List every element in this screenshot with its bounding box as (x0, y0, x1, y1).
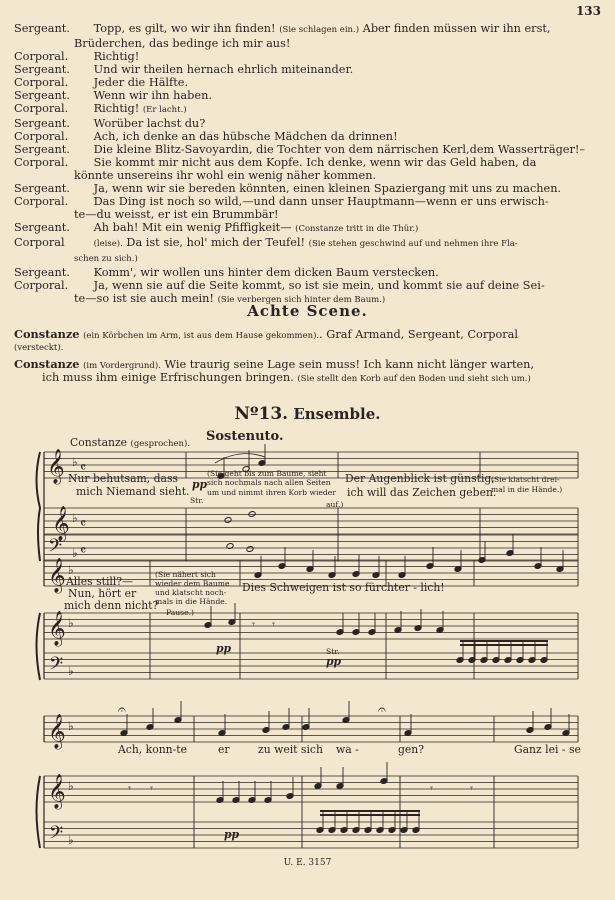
lyric: wa - (336, 743, 359, 756)
speaker: Corporal. (14, 195, 69, 208)
key-flat: ♭ (68, 719, 74, 733)
note (246, 546, 254, 553)
number-no: Nº13. (234, 404, 289, 424)
speaker: Corporal (14, 236, 65, 249)
speaker: Sergeant. (14, 143, 70, 156)
speaker: Sergeant. (14, 63, 70, 76)
line-text: Jeder die Hälfte. (93, 76, 189, 89)
treble-clef: 𝄞 (47, 449, 65, 484)
line-text: Ach, ich denke an das hübsche Mädchen da drinnen! (93, 130, 398, 143)
speaker: Sergeant. (14, 266, 70, 279)
treble-clef: 𝄞 (52, 506, 70, 541)
spoken-text: ich will das Zeichen geben. (347, 486, 497, 499)
line-text: Ah bah! Mit ein wenig Pfiffigkeit— (93, 221, 292, 234)
line-text: könnte unsereins ihr wohl ein wenig näher kommen. (74, 169, 377, 182)
line-text: Ja, wenn wir sie bereden könnten, einen kleinen Spaziergang mit uns zu machen. (93, 182, 562, 195)
stage-direction: mals in die Hände. (155, 597, 228, 606)
line-text: Die kleine Blitz-Savoyardin, die Tochter von dem närrischen Kerl,dem Wasserträger!– (93, 143, 586, 156)
instrument-label: Str. (190, 496, 204, 505)
stage-direction: schen zu sich.) (74, 254, 138, 264)
stage-direction: wieder dem Baume (155, 579, 230, 588)
line-text: Sie kommt mir nicht aus dem Kopfe. Ich denke, wenn wir das Geld haben, da (93, 156, 537, 169)
time-signature: 𝄴 (80, 460, 87, 476)
speaker: Sergeant. (14, 117, 70, 130)
treble-clef: 𝄞 (48, 611, 66, 646)
line-text: Topp, es gilt, wo wir ihn finden! (93, 22, 276, 35)
rest: 𝄾 (470, 782, 473, 795)
speaker: Sergeant. (14, 22, 70, 35)
rest: 𝄾 (252, 618, 255, 631)
line-text: Richtig! (93, 102, 140, 115)
instrument-label: Str. (326, 647, 340, 656)
speaker: Sergeant. (14, 182, 70, 195)
rest: 𝄾 (150, 782, 153, 795)
key-flat: ♭ (68, 779, 74, 793)
page-number: 133 (575, 4, 601, 18)
spoken-text: Der Augenblick ist günstig, (345, 472, 495, 485)
number-name: Ensemble. (293, 405, 381, 423)
treble-clef: 𝄞 (48, 714, 66, 749)
lyric: Ach, konn-te (118, 743, 187, 756)
stage-direction: (Sie geht bis zum Baume, sieht (207, 469, 327, 478)
line-text: Aber finden müssen wir ihn erst, (362, 22, 551, 35)
line-text: te—so ist sie auch mein! (74, 292, 214, 305)
system-brace (37, 776, 41, 848)
line-text: Ja, wenn sie auf die Seite kommt, so ist sie mein, und kommt sie auf deine Sei- (93, 279, 545, 292)
lyric: er (218, 743, 230, 756)
fermata: 𝄐 (118, 702, 126, 718)
system-brace (37, 613, 41, 680)
spoken-text: Nur behutsam, dass (68, 472, 179, 485)
line-text: Richtig! (93, 50, 140, 63)
speaker: Sergeant. (14, 221, 70, 234)
rest: 𝄾 (272, 618, 275, 631)
singer-label: Constanze (gesprochen). (70, 436, 191, 449)
speaker: Constanze (14, 357, 80, 371)
speaker: Corporal. (14, 156, 69, 169)
stage-direction: mal in die Hände.) (491, 485, 563, 494)
lyric: Ganz lei - se (514, 743, 581, 756)
time-signature: 𝄴 (80, 516, 87, 532)
speaker: Corporal. (14, 279, 69, 292)
stage-direction: (Sie verbergen sich hinter dem Baum.) (217, 295, 386, 305)
speaker: Corporal. (14, 130, 69, 143)
tempo-marking: Sostenuto. (206, 429, 284, 444)
treble-clef: 𝄞 (48, 558, 66, 593)
spoken-text: Alles still?— (66, 575, 133, 588)
stage-direction: (ein Körbchen im Arm, ist aus dem Hause gekommen). (83, 331, 320, 341)
treble-clef: 𝄞 (48, 774, 66, 809)
stage-direction: (Sie klatscht drei- (491, 475, 560, 484)
rest: 𝄾 (128, 782, 131, 795)
lyric: Dies Schweigen ist so fürchter - lich! (242, 581, 445, 594)
fermata: 𝄐 (378, 702, 386, 718)
time-signature: 𝄴 (80, 543, 87, 559)
dynamic-mark: pp (216, 642, 232, 655)
bass-clef: 𝄢 (48, 536, 63, 561)
system-brace (37, 452, 41, 561)
key-flat: ♭ (68, 616, 74, 630)
stage-direction: auf.) (326, 500, 344, 509)
key-flat: ♭ (72, 546, 78, 560)
key-flat: ♭ (68, 833, 74, 847)
stage-direction: (Sie stehen geschwind auf und nehmen ihre Fla- (308, 239, 518, 249)
line-text: te—du weisst, er ist ein Brummbär! (74, 208, 279, 221)
line-text: Worüber lachst du? (93, 117, 206, 130)
note (224, 517, 232, 524)
note (248, 511, 256, 518)
scene-title: Achte Scene. (247, 302, 368, 320)
stage-direction: (Sie stellt den Korb auf den Boden und sieht sich um.) (297, 374, 531, 384)
key-flat: ♭ (68, 664, 74, 678)
rest: 𝄾 (430, 782, 433, 795)
line-text: Wie traurig seine Lage sein muss! Ich kann nicht länger warten, (164, 358, 535, 371)
dynamic-mark: pp (326, 655, 342, 668)
stage-direction: Pause.) (166, 608, 194, 617)
stage-direction: (leise). (93, 239, 123, 249)
line-text: Und wir theilen hernach ehrlich miteinander. (93, 63, 354, 76)
lyric: zu weit sich (258, 743, 323, 756)
line-text: Komm', wir wollen uns hinter dem dicken Baum verstecken. (93, 266, 439, 279)
spoken-text: mich Niemand sieht. (76, 485, 190, 498)
bass-clef: 𝄢 (49, 823, 64, 848)
stage-direction: sich nochmals nach allen Seiten (207, 478, 331, 487)
stage-direction: um und nimmt ihren Korb wieder (207, 488, 336, 497)
key-flat: ♭ (68, 563, 74, 577)
lyric: gen? (398, 743, 425, 756)
scene-cast: Constanze (ein Körbchen im Arm, ist aus dem Hause gekommen).. Graf Armand, Sergeant, Corporal (versteckt). (14, 328, 604, 354)
publisher-footer: U. E. 3157 (283, 858, 332, 868)
line-text: Wenn wir ihn haben. (93, 89, 212, 102)
stage-direction: (Sie schlagen ein.) (279, 25, 360, 35)
speaker: Sergeant. (14, 89, 70, 102)
key-flat: ♭ (72, 455, 78, 469)
line-text: Das Ding ist noch so wild,—und dann unser Hauptmann—wenn er uns erwisch- (93, 195, 549, 208)
stage-direction: (Sie nähert sich (155, 570, 216, 579)
stage-direction: (versteckt). (14, 343, 64, 353)
line-text: Da ist sie, hol' mich der Teufel! (126, 236, 306, 249)
line-text: Brüderchen, das bedinge ich mir aus! (74, 37, 291, 50)
spoken-text: Nun, hört er (68, 587, 137, 600)
line-text: ich muss ihm einige Erfrischungen bringen. (42, 371, 294, 384)
speaker: Constanze (14, 327, 80, 341)
speaker: Corporal. (14, 76, 69, 89)
cast-names: Graf Armand, Sergeant, Corporal (326, 328, 519, 341)
stage-direction: (im Vordergrund). (83, 361, 161, 371)
stage-direction: (Er lacht.) (142, 105, 187, 115)
key-flat: ♭ (72, 511, 78, 525)
stage-direction: und klatscht noch- (155, 588, 227, 597)
bass-clef: 𝄢 (49, 654, 64, 679)
spoken-text: mich denn nicht? (64, 599, 159, 612)
speaker: Corporal. (14, 50, 69, 63)
dynamic-mark: pp (192, 478, 208, 491)
stage-direction: (Constanze tritt in die Thür.) (295, 224, 419, 234)
dynamic-mark: pp (224, 828, 240, 841)
speaker: Corporal. (14, 102, 69, 115)
